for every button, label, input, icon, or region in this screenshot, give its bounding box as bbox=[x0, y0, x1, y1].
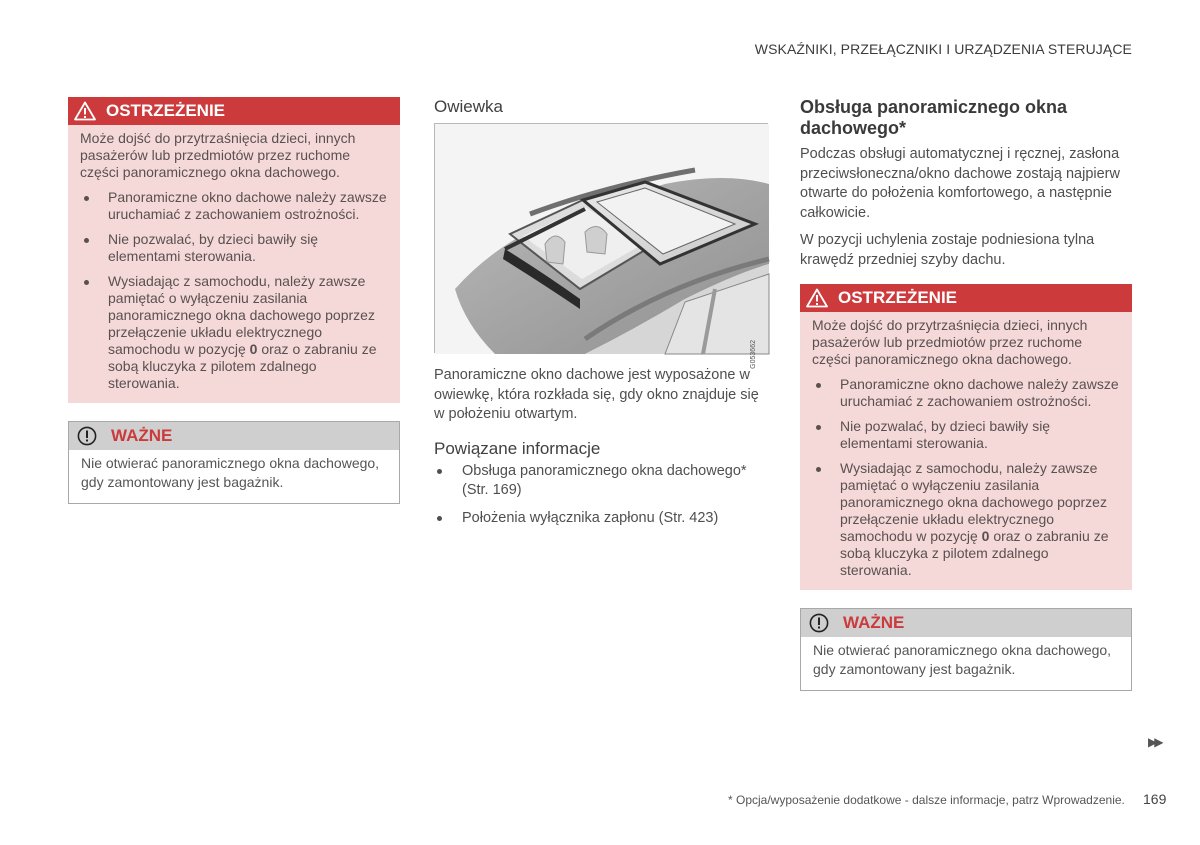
warning-bullet-text: oraz o zabraniu ze sobą kluczyka z pilotem zdalnego sterowania. bbox=[840, 528, 1109, 578]
section-heading-operation: Obsługa panoramicznego okna dachowego* bbox=[800, 97, 1068, 138]
column-middle bbox=[434, 97, 768, 537]
related-info-list bbox=[434, 462, 768, 528]
warning-bullet bbox=[80, 273, 388, 392]
important-box bbox=[800, 608, 1132, 691]
related-info-heading: Powiązane informacje bbox=[434, 438, 601, 458]
position-zero: 0 bbox=[249, 341, 258, 357]
important-header bbox=[801, 609, 1131, 637]
tilt-paragraph: W pozycji uchylenia zostaje podniesiona tylna krawędź przedniej szyby dachu. bbox=[800, 232, 1095, 268]
warning-header bbox=[68, 97, 400, 125]
page-section-title: WSKAŹNIKI, PRZEŁĄCZNIKI I URZĄDZENIA STERUJĄCE bbox=[754, 41, 1132, 57]
image-code: G053662 bbox=[750, 340, 757, 369]
warning-bullet: Nie pozwalać, by dzieci bawiły się elementami sterowania. bbox=[80, 231, 388, 265]
related-link[interactable]: Położenia wyłącznika zapłonu (Str. 423) bbox=[434, 509, 768, 528]
footnote: * Opcja/wyposażenie dodatkowe - dalsze informacje, patrz Wprowadzenie. bbox=[728, 793, 1125, 807]
important-label: WAŻNE bbox=[111, 426, 173, 445]
warning-bullet: Panoramiczne okno dachowe należy zawsze uruchamiać z zachowaniem ostrożności. bbox=[812, 376, 1120, 410]
warning-box bbox=[68, 97, 400, 403]
next-page-arrows-icon[interactable]: ▶▶ bbox=[1148, 735, 1161, 749]
page-number: 169 bbox=[1143, 791, 1167, 807]
warning-list bbox=[80, 189, 388, 392]
warning-body bbox=[68, 125, 400, 403]
warning-bullet-text: Wysiadając z samochodu, należy zawsze pamiętać o wyłączeniu zasilania panoramicznego okna dachowego poprzez przełączenie układu elektrycznego samochodu w pozycję bbox=[108, 273, 375, 357]
important-text: Nie otwierać panoramicznego okna dachowego, gdy zamontowany jest bagażnik. bbox=[81, 455, 380, 490]
sunroof-deflector-illustration bbox=[434, 123, 768, 369]
warning-bullet: Panoramiczne okno dachowe należy zawsze uruchamiać z zachowaniem ostrożności. bbox=[80, 189, 388, 223]
position-zero: 0 bbox=[981, 528, 990, 544]
warning-label: OSTRZEŻENIE bbox=[106, 101, 226, 120]
related-link[interactable]: Obsługa panoramicznego okna dachowego* (Str. 169) bbox=[434, 462, 768, 500]
important-text: Nie otwierać panoramicznego okna dachowego, gdy zamontowany jest bagażnik. bbox=[813, 642, 1112, 677]
warning-bullet-text: Wysiadając z samochodu, należy zawsze pamiętać o wyłączeniu zasilania panoramicznego okna dachowego poprzez przełączenie układu elektrycznego samochodu w pozycję bbox=[840, 460, 1107, 544]
warning-bullet-text: oraz o zabraniu ze sobą kluczyka z pilotem zdalnego sterowania. bbox=[108, 341, 377, 391]
warning-intro: Może dojść do przytrzaśnięcia dzieci, innych pasażerów lub przedmiotów przez ruchome części panoramicznego okna dachowego. bbox=[80, 130, 356, 180]
warning-bullet bbox=[812, 460, 1120, 579]
exclamation-circle-icon bbox=[809, 613, 829, 633]
section-heading-deflector: Owiewka bbox=[434, 97, 503, 116]
warning-label: OSTRZEŻENIE bbox=[838, 288, 958, 307]
important-label: WAŻNE bbox=[843, 613, 905, 632]
warning-body bbox=[800, 312, 1132, 590]
warning-box bbox=[800, 284, 1132, 590]
important-header bbox=[69, 422, 399, 450]
important-box bbox=[68, 421, 400, 504]
warning-bullet: Nie pozwalać, by dzieci bawiły się elementami sterowania. bbox=[812, 418, 1120, 452]
car-roof-image bbox=[435, 124, 769, 354]
warning-header bbox=[800, 284, 1132, 312]
operation-paragraph: Podczas obsługi automatycznej i ręcznej, zasłona przeciwsłoneczna/okno dachowe zostają najpierw otwarte do położenia komfortowego, a następnie całkowicie. bbox=[800, 146, 1120, 221]
warning-triangle-icon bbox=[806, 288, 828, 308]
warning-intro: Może dojść do przytrzaśnięcia dzieci, innych pasażerów lub przedmiotów przez ruchome części panoramicznego okna dachowego. bbox=[812, 317, 1088, 367]
warning-list bbox=[812, 376, 1120, 579]
column-left bbox=[68, 97, 400, 504]
exclamation-circle-icon bbox=[77, 426, 97, 446]
deflector-caption: Panoramiczne okno dachowe jest wyposażone w owiewkę, która rozkłada się, gdy okno znajduje się w położeniu otwartym. bbox=[434, 367, 759, 422]
warning-triangle-icon bbox=[74, 101, 96, 121]
column-right bbox=[800, 97, 1132, 691]
